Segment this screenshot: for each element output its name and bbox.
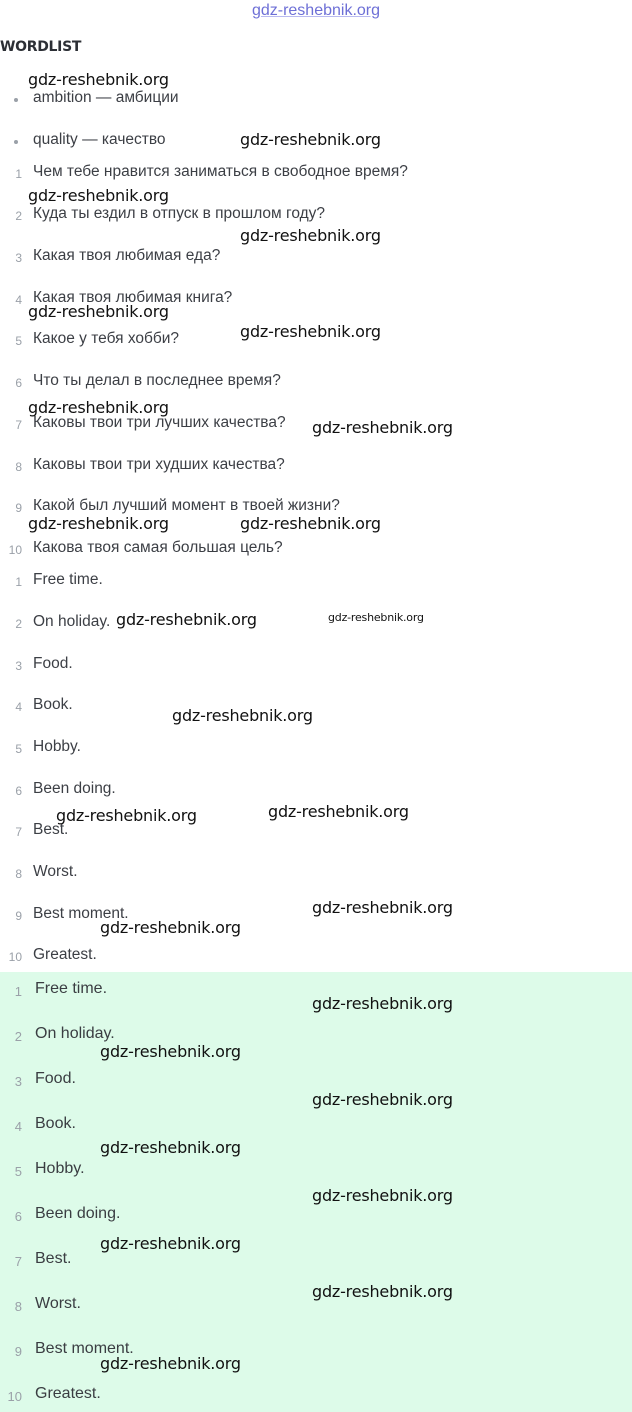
question-row bbox=[0, 247, 632, 271]
question-row bbox=[0, 456, 632, 480]
answer-row bbox=[0, 1115, 632, 1139]
watermark-text: gdz-reshebnik.org bbox=[312, 994, 453, 1013]
question-number: 8 bbox=[15, 460, 22, 474]
answer-number: 10 bbox=[8, 950, 22, 964]
answer-text: Worst. bbox=[35, 1295, 81, 1312]
question-number: 3 bbox=[15, 251, 22, 265]
answer-row bbox=[0, 1340, 632, 1364]
question-number: 7 bbox=[15, 418, 22, 432]
watermark-text: gdz-reshebnik.org bbox=[312, 898, 453, 917]
bullet-icon bbox=[14, 140, 18, 144]
answer-number: 5 bbox=[15, 742, 22, 756]
question-number: 1 bbox=[15, 167, 22, 181]
answer-text: Food. bbox=[33, 655, 73, 672]
answer-number: 3 bbox=[15, 659, 22, 673]
answer-text: Best. bbox=[35, 1250, 72, 1267]
watermark-text: gdz-reshebnik.org bbox=[240, 322, 381, 341]
watermark-text: gdz-reshebnik.org bbox=[312, 1090, 453, 1109]
watermark-text: gdz-reshebnik.org bbox=[268, 802, 409, 821]
answer-row bbox=[0, 946, 632, 970]
question-number: 6 bbox=[15, 376, 22, 390]
watermark-text: gdz-reshebnik.org bbox=[100, 1042, 241, 1061]
watermark-text: gdz-reshebnik.org bbox=[28, 70, 169, 89]
question-row bbox=[0, 163, 632, 187]
watermark-text: gdz-reshebnik.org bbox=[312, 1282, 453, 1301]
watermark-text: gdz-reshebnik.org bbox=[100, 1138, 241, 1157]
answer-text: Book. bbox=[33, 696, 73, 713]
wordlist-item-text: quality — качество bbox=[33, 131, 166, 148]
answer-row bbox=[0, 780, 632, 804]
answer-number: 2 bbox=[14, 1029, 22, 1044]
answer-number: 2 bbox=[15, 617, 22, 631]
answer-row bbox=[0, 696, 632, 720]
answer-text: Been doing. bbox=[33, 780, 116, 797]
answer-text: Greatest. bbox=[33, 946, 97, 963]
watermark-text: gdz-reshebnik.org bbox=[312, 418, 453, 437]
question-text: Какова твоя самая большая цель? bbox=[33, 539, 283, 556]
question-row bbox=[0, 539, 632, 563]
question-text: Каковы твои три худших качества? bbox=[33, 456, 285, 473]
answer-row bbox=[0, 738, 632, 762]
watermark-text: gdz-reshebnik.org bbox=[172, 706, 313, 725]
answer-number: 4 bbox=[15, 700, 22, 714]
answer-number: 9 bbox=[15, 909, 22, 923]
bullet-icon bbox=[14, 98, 18, 102]
watermark-text: gdz-reshebnik.org bbox=[28, 302, 169, 321]
watermark-text: gdz-reshebnik.org bbox=[240, 514, 381, 533]
question-number: 10 bbox=[8, 543, 22, 557]
answer-text: Greatest. bbox=[35, 1385, 101, 1402]
wordlist-item-text: ambition — амбиции bbox=[33, 89, 179, 106]
watermark-text: gdz-reshebnik.org bbox=[240, 130, 381, 149]
answer-text: Hobby. bbox=[35, 1160, 85, 1177]
answer-row bbox=[0, 655, 632, 679]
answer-text: On holiday. bbox=[35, 1025, 115, 1042]
question-text: Чем тебе нравится заниматься в свободное время? bbox=[33, 163, 408, 180]
answer-row bbox=[0, 1385, 632, 1409]
watermark-text: gdz-reshebnik.org bbox=[100, 1354, 241, 1373]
question-row bbox=[0, 372, 632, 396]
watermark-text: gdz-reshebnik.org bbox=[28, 398, 169, 417]
question-text: Куда ты ездил в отпуск в прошлом году? bbox=[33, 205, 326, 222]
site-header-link[interactable]: gdz-reshebnik.org bbox=[251, 2, 381, 19]
answer-text: Hobby. bbox=[33, 738, 81, 755]
wordlist-title: WORDLIST bbox=[0, 39, 82, 55]
answer-row bbox=[0, 613, 632, 637]
answer-number: 1 bbox=[14, 984, 22, 999]
watermark-text: gdz-reshebnik.org bbox=[28, 186, 169, 205]
wordlist-item bbox=[0, 89, 632, 113]
answer-row bbox=[0, 1250, 632, 1274]
question-text: Какой был лучший момент в твоей жизни? bbox=[33, 497, 340, 514]
answer-number: 7 bbox=[15, 825, 22, 839]
watermark-text: gdz-reshebnik.org bbox=[100, 918, 241, 937]
watermark-text: gdz-reshebnik.org bbox=[328, 611, 424, 624]
answer-number: 10 bbox=[7, 1389, 22, 1404]
answer-number: 1 bbox=[15, 575, 22, 589]
question-text: Какая твоя любимая еда? bbox=[33, 247, 221, 264]
answer-row bbox=[0, 1205, 632, 1229]
answer-text: Book. bbox=[35, 1115, 76, 1132]
answer-row bbox=[0, 571, 632, 595]
answer-number: 9 bbox=[14, 1344, 22, 1359]
question-number: 9 bbox=[15, 501, 22, 515]
answer-text: Free time. bbox=[33, 571, 103, 588]
answer-number: 6 bbox=[15, 784, 22, 798]
watermark-text: gdz-reshebnik.org bbox=[312, 1186, 453, 1205]
watermark-text: gdz-reshebnik.org bbox=[56, 806, 197, 825]
watermark-text: gdz-reshebnik.org bbox=[100, 1234, 241, 1253]
question-text: Какая твоя любимая книга? bbox=[33, 289, 233, 306]
answer-number: 7 bbox=[14, 1254, 22, 1269]
answer-number: 8 bbox=[14, 1299, 22, 1314]
answer-text: Been doing. bbox=[35, 1205, 121, 1222]
question-number: 5 bbox=[15, 334, 22, 348]
watermark-text: gdz-reshebnik.org bbox=[28, 514, 169, 533]
answer-text: Best moment. bbox=[33, 905, 129, 922]
answer-number: 8 bbox=[15, 867, 22, 881]
answer-row bbox=[0, 1025, 632, 1049]
answer-text: On holiday. bbox=[33, 613, 111, 630]
question-text: Что ты делал в последнее время? bbox=[33, 372, 281, 389]
answer-number: 3 bbox=[14, 1074, 22, 1089]
answer-row bbox=[0, 863, 632, 887]
question-text: Каковы твои три лучших качества? bbox=[33, 414, 286, 431]
question-text: Какое у тебя хобби? bbox=[33, 330, 180, 347]
answer-row bbox=[0, 1160, 632, 1184]
answer-text: Free time. bbox=[35, 980, 108, 997]
answer-text: Best. bbox=[33, 821, 69, 838]
question-number: 4 bbox=[15, 293, 22, 307]
question-number: 2 bbox=[15, 209, 22, 223]
answer-text: Best moment. bbox=[35, 1340, 134, 1357]
answer-text: Worst. bbox=[33, 863, 78, 880]
answer-number: 5 bbox=[14, 1164, 22, 1179]
answer-text: Food. bbox=[35, 1070, 76, 1087]
answer-number: 6 bbox=[14, 1209, 22, 1224]
answer-number: 4 bbox=[14, 1119, 22, 1134]
watermark-text: gdz-reshebnik.org bbox=[116, 610, 257, 629]
watermark-text: gdz-reshebnik.org bbox=[240, 226, 381, 245]
